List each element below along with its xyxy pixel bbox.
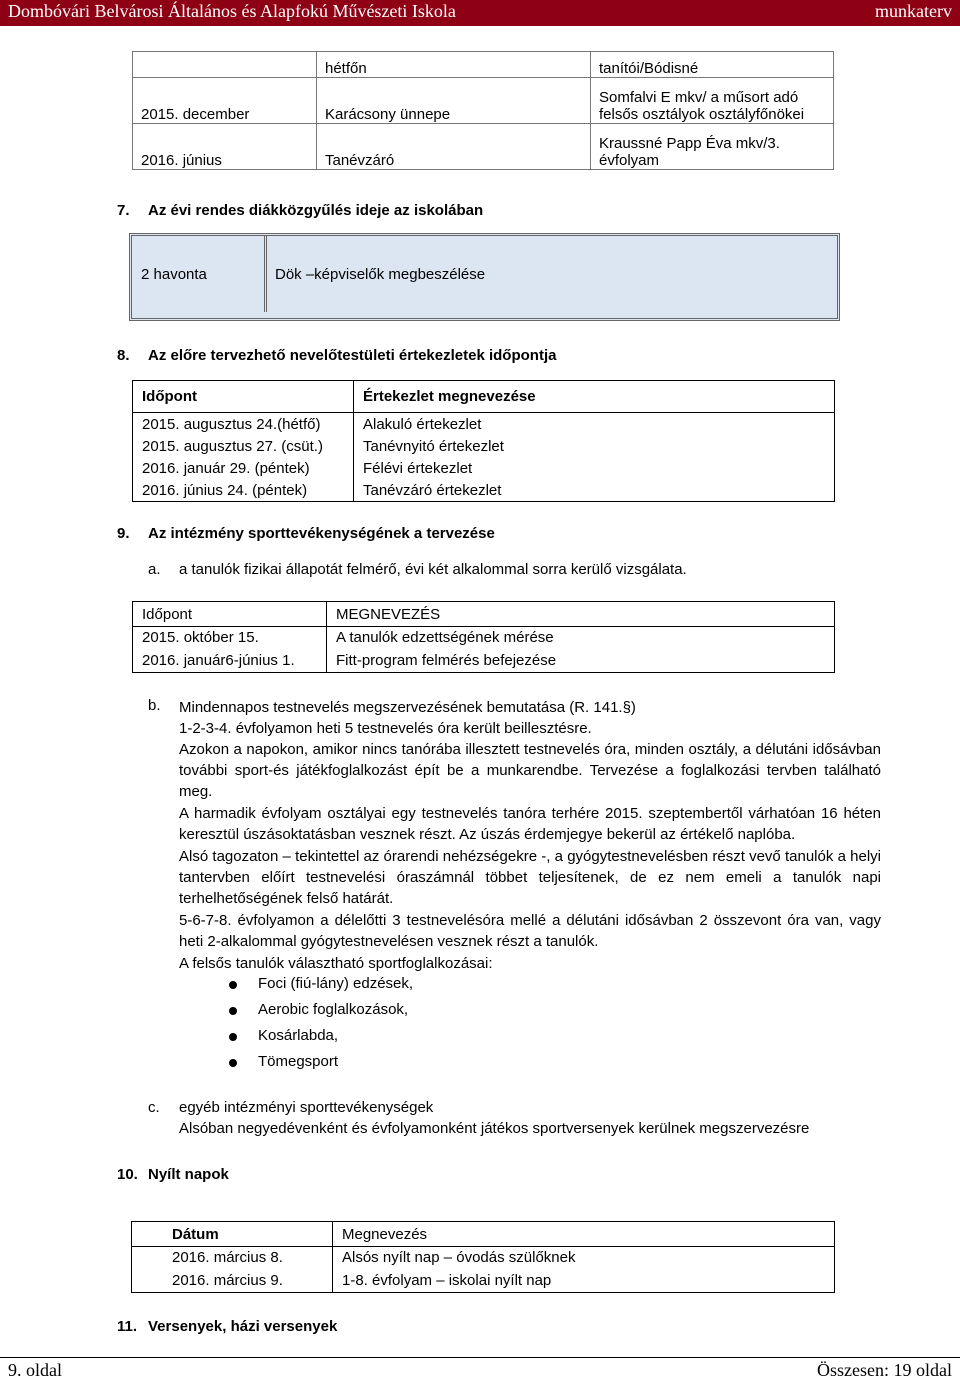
- section-8-title: Az előre tervezhető nevelőtestületi értekezletek időpontja: [148, 347, 557, 364]
- section-10-number: 10.: [117, 1166, 138, 1183]
- item-label: a.: [148, 561, 161, 578]
- cell: Kraussné Papp Éva mkv/3. évfolyam: [591, 124, 834, 170]
- page-header: [0, 0, 960, 26]
- cell: 2 havonta: [141, 266, 207, 283]
- cell: 2015. december: [133, 78, 317, 124]
- col-header: Időpont: [142, 606, 193, 623]
- col-header: Dátum: [172, 1226, 219, 1243]
- item-label: c.: [148, 1099, 160, 1116]
- item-text: Alsóban negyedévenként és évfolyamonként játékos sportversenyek kerülnek megszervezésre: [179, 1120, 810, 1137]
- page-footer: [0, 1357, 960, 1381]
- cell: Tanévnyitó értekezlet: [363, 438, 504, 455]
- cell: Dök –képviselők megbeszélése: [275, 266, 486, 283]
- col-header: Értekezlet megnevezése: [363, 388, 536, 405]
- list-item: Aerobic foglalkozások,: [258, 1001, 409, 1018]
- paragraph: A felsős tanulók választható sportfoglalkozásai:: [179, 955, 493, 972]
- fitness-table: [132, 601, 835, 673]
- list-item: Foci (fiú-lány) edzések,: [258, 975, 414, 992]
- paragraph: Azokon a napokon, amikor nincs tanórába illesztett testnevelés óra, minden osztály, a délutáni idősávban további sport-és játékfoglalkozást épít be a munkarendbe. Tervezése a foglalkozási tervben található meg.: [179, 741, 881, 800]
- meetings-table: [132, 380, 835, 502]
- section-8-number: 8.: [117, 347, 130, 364]
- section-9-number: 9.: [117, 525, 130, 542]
- cell: 2016. március 9.: [172, 1272, 283, 1289]
- item-text: egyéb intézményi sporttevékenységek: [179, 1099, 434, 1116]
- item-text: a tanulók fizikai állapotát felmérő, évi két alkalommal sorra kerülő vizsgálata.: [179, 561, 687, 578]
- cell: Alsós nyílt nap – óvodás szülőknek: [342, 1249, 576, 1266]
- cell: Alakuló értekezlet: [363, 416, 482, 433]
- col-header: Megnevezés: [342, 1226, 428, 1243]
- page-number: 9. oldal: [8, 1360, 62, 1380]
- section-9-title: Az intézmény sporttevékenységének a tervezése: [148, 525, 495, 542]
- item-label: b.: [148, 697, 161, 714]
- list-item: Tömegsport: [258, 1053, 339, 1070]
- cell: Karácsony ünnepe: [317, 78, 591, 124]
- events-table: [132, 51, 834, 170]
- cell: hétfőn: [317, 52, 591, 78]
- paragraph: A harmadik évfolyam osztályai egy testnevelés tanóra terhére 2015. szeptembertől várhatóan 16 héten keresztül úszásoktatásban vesznek részt. Az úszás érdemjegye bekerül az értékelő naplóba.: [179, 805, 881, 843]
- cell: A tanulók edzettségének mérése: [336, 629, 554, 646]
- cell: tanítói/Bódisné: [591, 52, 834, 78]
- paragraph: Alsó tagozaton – tekintettel az órarendi nehézségekre -, a gyógytestnevelésben részt vevő tanulók a helyi tantervben előírt testnevelési óraszámnál többet teljesítenek, de ez nem emeli a tanulók napi terhelhetőségének felső határát.: [179, 848, 881, 907]
- bullet-icon: [229, 981, 237, 989]
- cell: 2016. június: [133, 124, 317, 170]
- cell: [133, 52, 317, 78]
- school-name: Dombóvári Belvárosi Általános és Alapfokú Művészeti Iskola: [8, 1, 456, 21]
- cell: Tanévzáró: [317, 124, 591, 170]
- cell: Somfalvi E mkv/ a műsort adó felsős osztályok osztályfőnökei: [591, 78, 834, 124]
- cell: 2016. január6-június 1.: [142, 652, 295, 669]
- bullet-icon: [229, 1007, 237, 1015]
- cell: 2016. március 8.: [172, 1249, 283, 1266]
- paragraph: Mindennapos testnevelés megszervezésének bemutatása (R. 141.§): [179, 699, 636, 716]
- cell: 1-8. évfolyam – iskolai nyílt nap: [342, 1272, 552, 1289]
- bullet-icon: [229, 1033, 237, 1041]
- section-11-number: 11.: [117, 1318, 138, 1335]
- cell: Tanévzáró értekezlet: [363, 482, 502, 499]
- section-7-title: Az évi rendes diákközgyűlés ideje az iskolában: [148, 202, 484, 219]
- section-7-number: 7.: [117, 202, 130, 219]
- cell: 2015. augusztus 27. (csüt.): [142, 438, 323, 455]
- list-item: Kosárlabda,: [258, 1027, 339, 1044]
- cell: Félévi értekezlet: [363, 460, 473, 477]
- cell: 2015. augusztus 24.(hétfő): [142, 416, 321, 433]
- paragraph: 1-2-3-4. évfolyamon heti 5 testnevelés óra került beillesztésre.: [179, 720, 592, 737]
- cell: 2016. január 29. (péntek): [142, 460, 310, 477]
- cell: 2015. október 15.: [142, 629, 259, 646]
- section-10-title: Nyílt napok: [148, 1166, 229, 1183]
- cell: 2016. június 24. (péntek): [142, 482, 308, 499]
- diak-table: [129, 233, 840, 321]
- col-header: Időpont: [142, 388, 197, 405]
- col-header: MEGNEVEZÉS: [336, 606, 441, 623]
- page-total: Összesen: 19 oldal: [817, 1360, 952, 1380]
- cell: Fitt-program felmérés befejezése: [336, 652, 557, 669]
- section-11-title: Versenyek, házi versenyek: [148, 1318, 338, 1335]
- bullet-icon: [229, 1059, 237, 1067]
- open-days-table: [131, 1221, 835, 1293]
- paragraph: 5-6-7-8. évfolyamon a délelőtti 3 testnevelésóra mellé a délutáni idősávban 2 összevont óra van, vagy heti 2-alkalommal gyógytestnevelésen vesznek részt a tanulók.: [179, 912, 881, 950]
- doc-name: munkaterv: [875, 1, 952, 21]
